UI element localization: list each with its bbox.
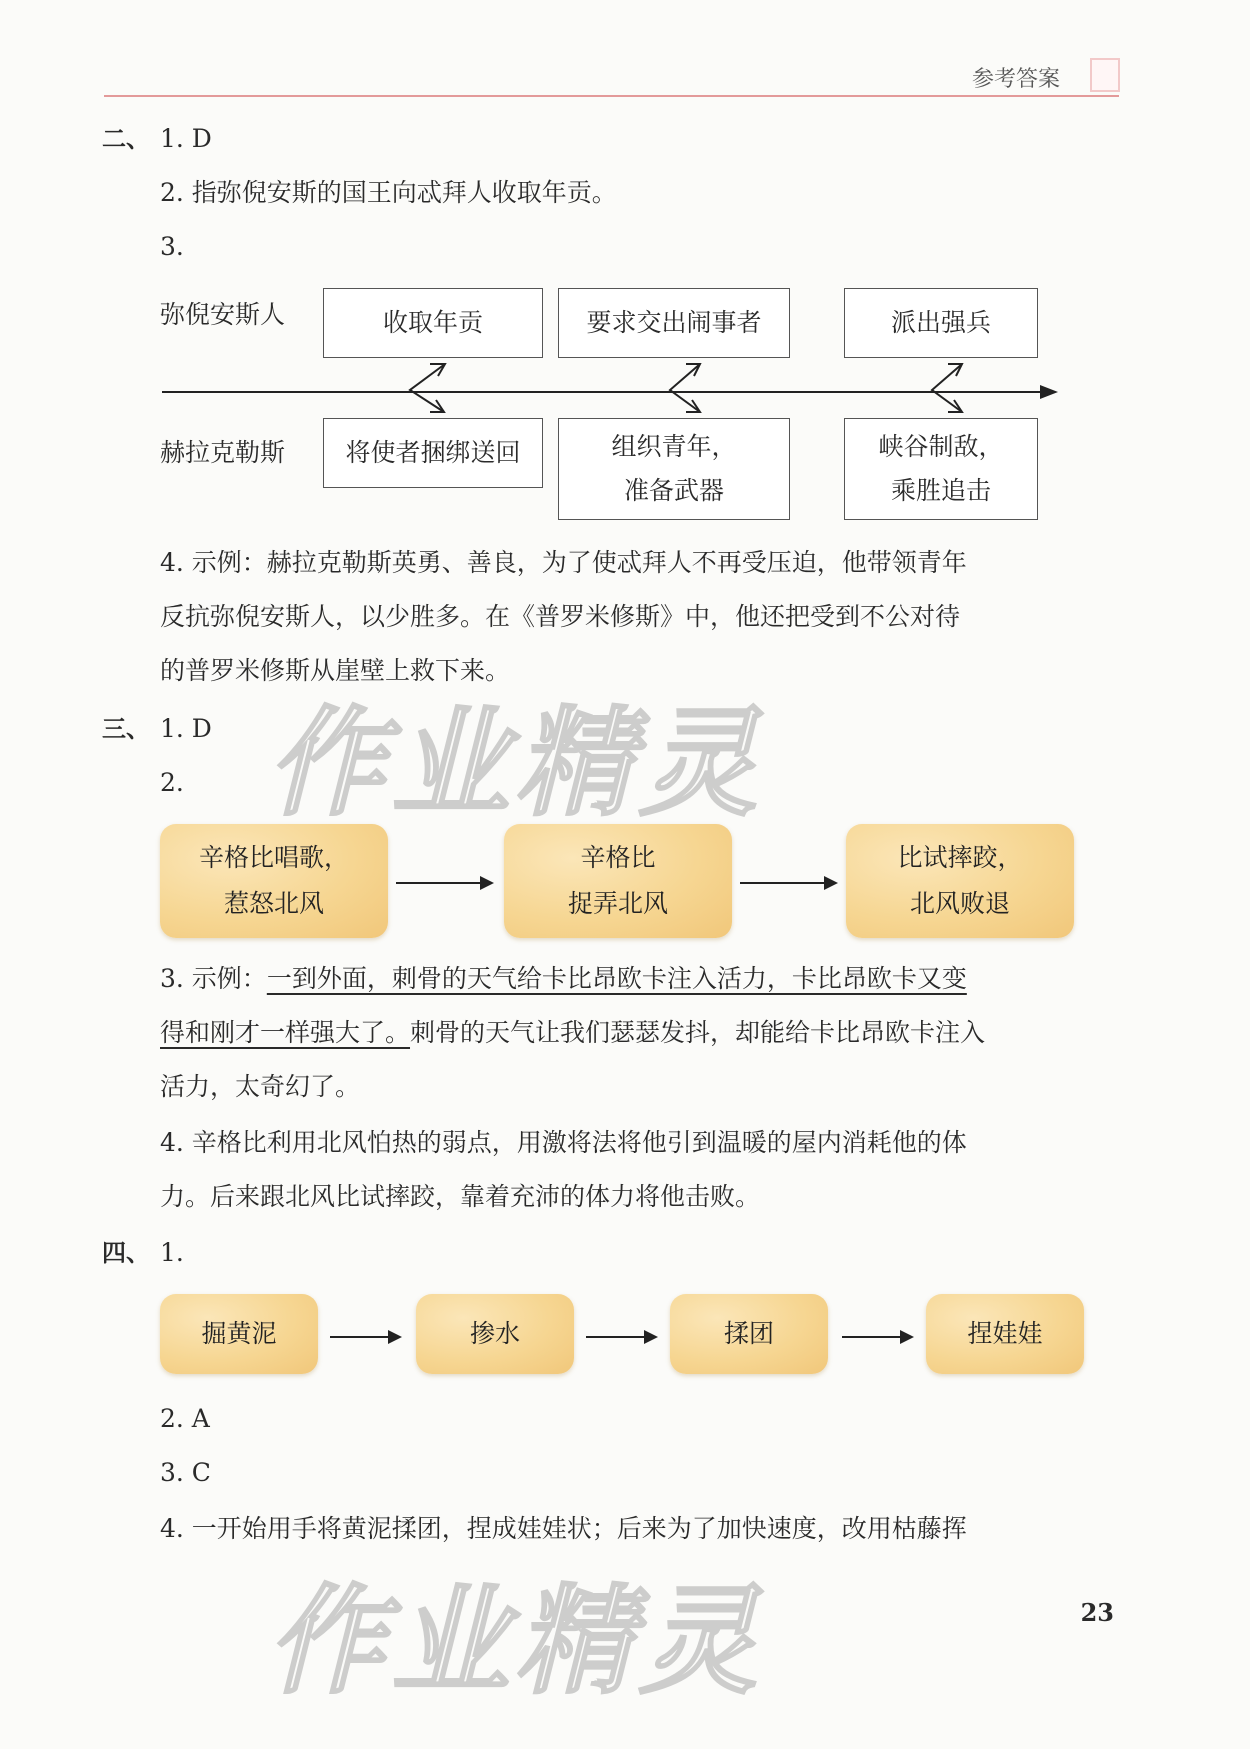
- s2-q2: 2. 指弥倪安斯的国王向忒拜人收取年贡。: [160, 178, 617, 207]
- timeline-link-arrows: [410, 364, 962, 412]
- s4-q4: 4. 一开始用手将黄泥揉团，捏成娃娃状；后来为了加快速度，改用枯藤挥: [160, 1514, 967, 1543]
- s4-flow-step: 揉团: [670, 1294, 828, 1374]
- timeline-top-event: 要求交出闹事者: [558, 288, 790, 358]
- s3-q4-line: 4. 辛格比利用北风怕热的弱点，用激将法将他引到温暖的屋内消耗他的体: [160, 1128, 967, 1157]
- s3-q3-underlined: 得和刚才一样强大了。: [160, 1018, 411, 1047]
- s3-q3-underlined: 一到外面，刺骨的天气给卡比昂欧卡注入活力，卡比昂欧卡又变: [266, 964, 967, 993]
- section-4-marker: 四、: [102, 1239, 150, 1267]
- s3-q2: 2.: [160, 768, 184, 797]
- s4-flow-step: 掘黄泥: [160, 1294, 318, 1374]
- s2-q4-line: 反抗弥倪安斯人，以少胜多。在《普罗米修斯》中，他还把受到不公对待: [160, 602, 961, 631]
- watermark: 作业精灵: [260, 1572, 791, 1710]
- section-2-marker: 二、: [102, 125, 150, 153]
- s2-q1: 1. D: [160, 124, 212, 153]
- s3-q4-line: 力。后来跟北风比试摔跤，靠着充沛的体力将他击败。: [160, 1182, 761, 1211]
- section-3-marker: 三、: [102, 715, 150, 743]
- s4-q1: 1.: [160, 1238, 184, 1267]
- s3-q3-line3: 活力，太奇幻了。: [160, 1072, 361, 1101]
- s4-q2: 2. A: [160, 1404, 210, 1433]
- timeline-top-event: 派出强兵: [844, 288, 1038, 358]
- flow-arrow: [740, 882, 836, 884]
- s4-flow-step: 掺水: [416, 1294, 574, 1374]
- s2-q4-line: 的普罗米修斯从崖壁上救下来。: [160, 656, 511, 685]
- s2-q4-line: 4. 示例：赫拉克勒斯英勇、善良，为了使忒拜人不再受压迫，他带领青年: [160, 548, 967, 577]
- s4-flow-step: 捏娃娃: [926, 1294, 1084, 1374]
- s3-q3-prefix: 3. 示例：: [160, 964, 267, 993]
- s3-flow-step: 辛格比 捉弄北风: [504, 824, 732, 938]
- timeline-bottom-label: 赫拉克勒斯: [160, 438, 286, 467]
- s3-q3-text: 刺骨的天气让我们瑟瑟发抖，却能给卡比昂欧卡注入: [410, 1018, 986, 1047]
- timeline-bottom-event: 组织青年， 准备武器: [558, 418, 790, 520]
- timeline-top-label: 弥倪安斯人: [160, 300, 286, 329]
- s3-flow-step: 比试摔跤， 北风败退: [846, 824, 1074, 938]
- s3-flow-step: 辛格比唱歌， 惹怒北风: [160, 824, 388, 938]
- s3-q1: 1. D: [160, 714, 212, 743]
- flow-arrow: [586, 1336, 656, 1338]
- flow-arrow: [842, 1336, 912, 1338]
- timeline-bottom-event: 峡谷制敌， 乘胜追击: [844, 418, 1038, 520]
- s3-q3-line2: [160, 1018, 985, 1048]
- page-number: 23: [1080, 1598, 1114, 1627]
- header-title: 参考答案: [971, 67, 1060, 92]
- flow-arrow: [396, 882, 492, 884]
- s2-q3: 3.: [160, 232, 184, 261]
- timeline-top-event: 收取年贡: [323, 288, 543, 358]
- watermark: 作业精灵: [260, 694, 791, 832]
- timeline-bottom-event: 将使者捆绑送回: [323, 418, 543, 488]
- s3-q3-line1: [160, 964, 967, 994]
- s4-q3: 3. C: [160, 1458, 211, 1487]
- flow-arrow: [330, 1336, 400, 1338]
